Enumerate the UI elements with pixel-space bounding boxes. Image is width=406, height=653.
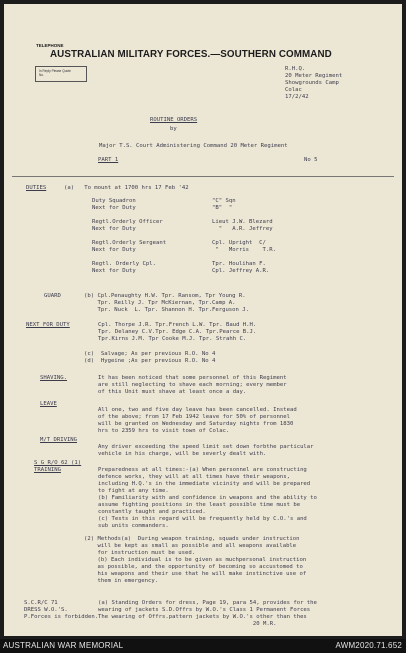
telephone-label: TELEPHONE bbox=[36, 43, 64, 48]
orders-title: ROUTINE ORDERS bbox=[150, 117, 198, 123]
training-methods-text: (2) Methods(a) During weapon training, squads under instruction will be kept as small as possible and all weapons available for instruction must be used. (b) Each individual is to be given as muchpersonal instruction as possible, and the opportunity of becoming so accustomed to his weapons and their use that he will make instinctive use of them in emergency. bbox=[84, 536, 307, 584]
part-label: PART 1 bbox=[98, 157, 119, 163]
leave-label: LEAVE bbox=[40, 401, 57, 407]
footer-catalogue-id: AWM2020.71.652 bbox=[335, 641, 402, 650]
duties-roles: Duty Squadron Next for Duty Regtl.Orderly Officer Next for Duty Regtl.Orderly Sergeant Next for Duty Regtl. Orderly Cpl. Next for Duty bbox=[92, 198, 167, 274]
dress-label: S.C.R/C 71 DRESS W.O.'S. P.Forces is forbidden. bbox=[24, 600, 99, 620]
orders-subtitle: Major T.S. Court Administering Command 20 Meter Regiment bbox=[99, 143, 288, 149]
reply-reference-box bbox=[35, 66, 87, 82]
duties-label: DUTIES bbox=[26, 185, 47, 191]
duties-mount-line: (a) To mount at 1700 hrs 17 Feb '42 bbox=[64, 185, 189, 191]
duties-assignments: "C" Sqn "B" " Lieut J.W. Blezard " A.R. Jeffrey Cpl. Upright C/ " Morris T.R. Tpr. Houlihan F. Cpl. Jeffrey A.R. bbox=[212, 198, 276, 274]
order-number: No 5 bbox=[304, 157, 318, 163]
guard-label: GUARD bbox=[44, 293, 61, 299]
document-page bbox=[4, 4, 402, 636]
shaving-label: SHAVING. bbox=[40, 375, 67, 381]
next-for-duty-list: Cpl. Thorpe J.R. Tpr.French L.W. Tpr. Baud H.H. Tpr. Delaney C.V.Tpr. Edge C.A. Tpr.Pearce B.J. Tpr.Kirns J.M. Tpr Cooke M.J. Tpr. Strahh C. bbox=[98, 322, 257, 342]
section-rule bbox=[12, 176, 394, 177]
dress-text: (a) Standing Orders for dress, Page 19, para 54, provides for the wearing of jackets S.D.Offrs by W.O.'s Class 1 Permanent Forces The wearing of Offrs.pattern jackets by W.O.'s other than thes 20 M.R. bbox=[98, 600, 317, 627]
training-label: S G R/O 62 (1) TRAINING bbox=[34, 460, 82, 473]
training-text: Preparedness at all times:-(a) When personnel are constructing defence works, they will at all times have their weapons, including H.Q.'s in the immediate vicinity and will be prepared to fight at any time. (b) Familiarity with and confidence in weapons and the ability to assume fighting positions in the least possible time must be constantly taught and practiced. (c) Tests in this regard will be frequently held by C.O.'s and sub units commanders. bbox=[98, 467, 317, 529]
salvage-hygeine: (c) Salvage; As per previous R.O. No 4 (d) Hygeine ;As per previous R.O. No 4 bbox=[84, 351, 216, 364]
orders-by: by bbox=[170, 126, 177, 132]
sender-address: R.H.Q. 20 Meter Regiment Showgrounds Camp Colac 17/2/42 bbox=[285, 66, 343, 100]
leave-text: All one, two and five day leave has been cancelled. Instead of the above; from 17 Feb 1942 leave for 50% of personnel will be granted on Wednesday and Saturday nights from 1830 hrs to 2359 hrs to visit town of Colac. bbox=[98, 407, 297, 434]
footer-institution: AUSTRALIAN WAR MEMORIAL bbox=[3, 641, 124, 650]
mt-driving-text: Any driver exceeding the speed limit set down forbthe particular vehicle in his charge, will be severly dealt with. bbox=[98, 444, 314, 457]
next-for-duty-label: NEXT FOR DUTY bbox=[26, 322, 70, 328]
archive-footer bbox=[0, 639, 406, 653]
letterhead-title: AUSTRALIAN MILITARY FORCES.—SOUTHERN COMMAND bbox=[50, 49, 332, 60]
mt-driving-label: M/T DRIVING bbox=[40, 437, 78, 443]
shaving-text: It has been noticed that some personnel of this Regiment are still neglecting to shave each morning; every member of this Unit must shave at least once a day. bbox=[98, 375, 287, 395]
reply-reference-text: In Reply Please Quote No. bbox=[39, 69, 71, 77]
guard-list: (b) Cpl.Penaughty H.W. Tpr. Ransom, Tpr Young R. Tpr. Reilly J. Tpr McKiernan, Tpr.Camp A. Tpr. Nuck L. Tpr. Shannon H. Tpr.Ferguson J. bbox=[84, 293, 250, 313]
